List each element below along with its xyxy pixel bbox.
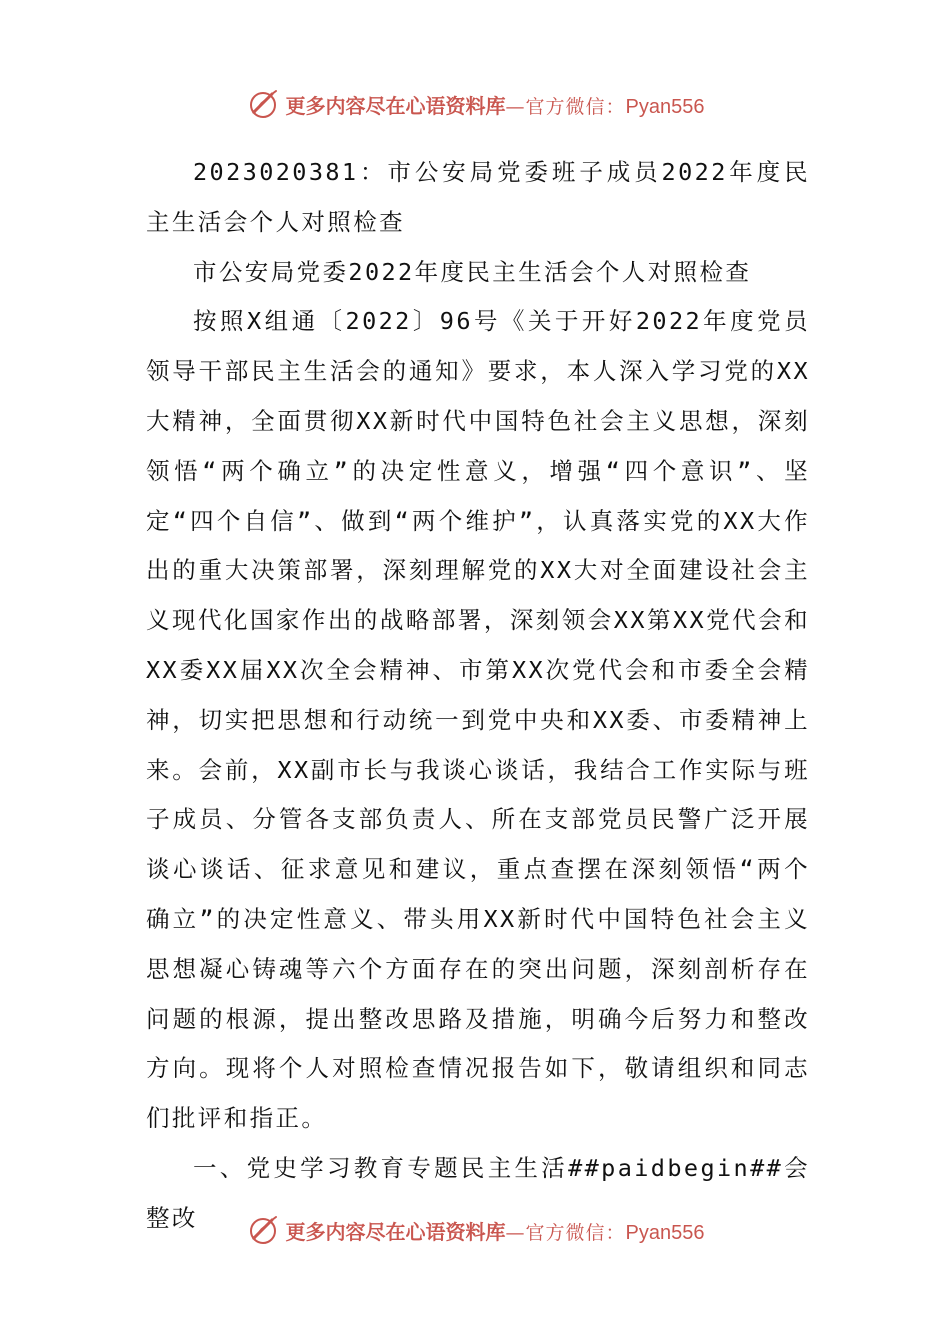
pen-circle-logo-icon <box>246 1213 280 1247</box>
document-title: 2023020381：市公安局党委班子成员2022年度民主生活会个人对照检查 <box>146 158 810 236</box>
watermark-sub-text: —官方微信： <box>505 1221 626 1244</box>
document-subtitle: 市公安局党委2022年度民主生活会个人对照检查 <box>193 257 752 286</box>
watermark-main-text: 更多内容尽在心语资料库 <box>285 93 506 118</box>
watermark-wechat-id: Pyan556 <box>625 95 705 118</box>
watermark-main-text: 更多内容尽在心语资料库 <box>285 1219 506 1244</box>
header-watermark <box>0 84 950 124</box>
body-paragraph: 按照X组通〔2022〕96号《关于开好2022年度党员领导干部民主生活会的通知》要求，本人深入学习党的XX大精神，全面贯彻XX新时代中国特色社会主义思想，深刻领悟“两个确立”的决定性意义，增强“四个意识”、坚定“四个自信”、做到“两个维护”，认真落实党的XX大作出的重大决策部署，深刻理解党的XX大对全面建设社会主义现代化国家作出的战略部署，深刻领会XX第XX党代会和XX委XX届XX次全会精神、市第XX次党代会和市委全会精神，切实把思想和行动统一到党中央和XX委、市委精神上来。会前，XX副市长与我谈心谈话，我结合工作实际与班子成员、分管各支部负责人、所在支部党员民警广泛开展谈心谈话、征求意见和建议，重点查摆在深刻领悟“两个确立”的决定性意义、带头用XX新时代中国特色社会主义思想凝心铸魂等六个方面存在的突出问题，深刻剖析存在问题的根源，提出整改思路及措施，明确今后努力和整改方向。现将个人对照检查情况报告如下，敬请组织和同志们批评和指正。 <box>146 307 810 1133</box>
watermark-sub-text: —官方微信： <box>505 95 626 118</box>
footer-watermark <box>0 1210 950 1250</box>
pen-circle-logo-icon <box>246 87 280 121</box>
watermark-wechat-id: Pyan556 <box>625 1221 705 1244</box>
section-heading: 一、党史学习教育专题民主生活##paidbegin##会整改 <box>146 1153 810 1232</box>
document-body <box>146 148 810 1244</box>
